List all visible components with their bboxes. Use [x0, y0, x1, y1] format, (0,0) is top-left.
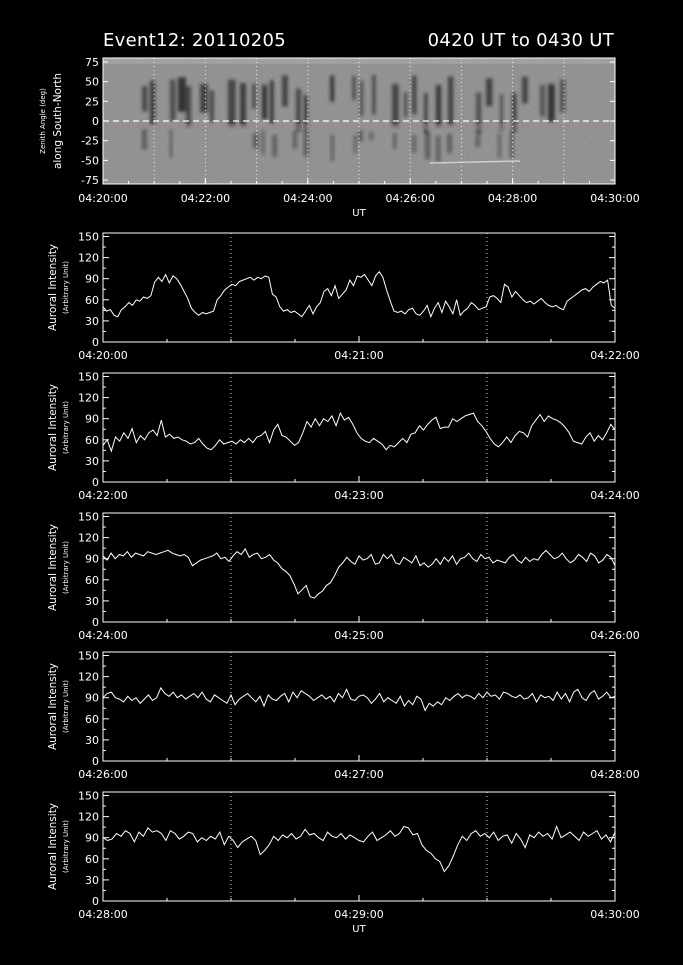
panel-y-tick-label: 120 [78, 391, 99, 405]
keogram-x-tick-label: 04:26:00 [385, 192, 435, 205]
panel-ylabel: Auroral Intensity [47, 383, 59, 472]
panel-y-tick-label: 30 [85, 873, 99, 887]
keogram-streak [262, 130, 265, 154]
panel-ylabel-unit: (Arbitrary Unit) [62, 820, 70, 873]
keogram-xlabel: UT [352, 208, 366, 219]
panel-ylabel: Auroral Intensity [47, 802, 59, 891]
keogram-streak [393, 133, 396, 149]
panel-x-tick-label: 04:28:00 [78, 908, 128, 921]
keogram-y-tick-label: 25 [85, 95, 99, 109]
keogram-streak [228, 80, 236, 127]
panel-x-tick-label: 04:24:00 [590, 489, 640, 502]
panel-y-tick-label: 0 [92, 476, 99, 489]
panel-y-tick-label: 150 [78, 370, 99, 384]
keogram-y-tick-label: -50 [81, 154, 99, 168]
keogram-streak [252, 84, 256, 109]
panel-x-tick-label: 04:25:00 [334, 629, 384, 642]
panel-x-tick-label: 04:22:00 [78, 489, 128, 502]
panel-x-tick-label: 04:30:00 [590, 908, 640, 921]
panel-y-tick-label: 90 [85, 831, 99, 845]
keogram-streak [522, 77, 528, 104]
keogram-ylabel: along South-North [52, 72, 64, 170]
panel-y-tick-label: 150 [78, 649, 99, 663]
keogram-ylabel-small: Zenith Angle (deg) [39, 88, 47, 154]
panel-y-tick-label: 120 [78, 531, 99, 545]
intensity-panel-2 [47, 371, 640, 502]
keogram-streak [270, 80, 274, 123]
intensity-series-line [103, 272, 615, 317]
panel-ylabel: Auroral Intensity [47, 523, 59, 612]
intensity-series-line [103, 688, 615, 711]
panel-y-tick-label: 30 [85, 314, 99, 328]
keogram-streak [178, 77, 186, 111]
keogram-streak [240, 83, 246, 126]
event-title: Event12: 20110205 [103, 30, 286, 51]
panel-y-tick-label: 60 [85, 433, 99, 447]
keogram-streak [498, 133, 501, 157]
keogram-x-tick-label: 04:20:00 [78, 192, 128, 205]
panel-y-tick-label: 90 [85, 272, 99, 286]
intensity-panel-5 [47, 790, 640, 935]
keogram-x-tick-label: 04:22:00 [180, 192, 231, 205]
panel-y-tick-label: 60 [85, 293, 99, 307]
panel-x-tick-label: 04:28:00 [590, 768, 640, 781]
keogram-streak [293, 131, 297, 149]
panel-frame [103, 792, 615, 901]
panel-y-tick-label: 0 [92, 616, 99, 629]
keogram-streak [370, 132, 373, 140]
keogram-streak [170, 129, 172, 158]
panel-x-tick-label: 04:22:00 [590, 349, 640, 362]
keogram-streak [330, 75, 334, 101]
keogram-streak [200, 84, 208, 113]
keogram-x-tick-label: 04:30:00 [590, 192, 640, 205]
panel-frame [103, 652, 615, 761]
panel-x-tick-label: 04:20:00 [78, 349, 128, 362]
panel-ylabel-unit: (Arbitrary Unit) [62, 680, 70, 733]
keogram-y-tick-label: 75 [85, 55, 99, 69]
panel-y-tick-label: 150 [78, 789, 99, 803]
panel-y-tick-label: 30 [85, 594, 99, 608]
panel-y-tick-label: 0 [92, 755, 99, 768]
keogram-streak [412, 135, 416, 152]
intensity-series-line [103, 413, 615, 451]
keogram-streak [448, 77, 453, 126]
keogram-streak [273, 135, 277, 157]
panel-y-tick-label: 30 [85, 454, 99, 468]
keogram-streak [436, 85, 441, 127]
panel-frame [103, 373, 615, 482]
panel-y-tick-label: 150 [78, 230, 99, 244]
keogram-streak [540, 85, 545, 116]
panel-frame [103, 513, 615, 622]
keogram-streak [354, 135, 356, 154]
keogram-streak [142, 86, 147, 111]
keogram-streak [560, 79, 565, 112]
panel-y-tick-label: 60 [85, 852, 99, 866]
panel-ylabel: Auroral Intensity [47, 662, 59, 751]
keogram-panel [39, 56, 640, 219]
keogram-streak [548, 84, 555, 121]
panel-y-tick-label: 0 [92, 895, 99, 908]
panel-y-tick-label: 90 [85, 691, 99, 705]
panel-ylabel: Auroral Intensity [47, 243, 59, 332]
keogram-streak [447, 134, 451, 153]
keogram-streak [476, 136, 480, 147]
panel-y-tick-label: 120 [78, 810, 99, 824]
keogram-y-tick-label: 0 [92, 115, 99, 128]
intensity-panel-1 [47, 231, 640, 362]
panel-y-tick-label: 120 [78, 670, 99, 684]
intensity-panels [47, 231, 640, 935]
keogram-y-tick-label: -75 [81, 174, 99, 188]
keogram-streak [372, 75, 376, 114]
panel-y-tick-label: 120 [78, 251, 99, 265]
keogram-streak [358, 130, 362, 141]
time-range-title: 0420 UT to 0430 UT [427, 30, 614, 51]
panel-y-tick-label: 90 [85, 412, 99, 426]
keogram-y-tick-label: -25 [81, 134, 99, 148]
keogram-streak [436, 136, 440, 162]
keogram-streak [253, 133, 258, 148]
panel-frame [103, 233, 615, 342]
keogram-streak [412, 76, 417, 115]
panel-y-tick-label: 90 [85, 552, 99, 566]
panel-x-tick-label: 04:24:00 [78, 629, 128, 642]
keogram-streak [392, 84, 399, 127]
panel-y-tick-label: 60 [85, 712, 99, 726]
keogram-streak [210, 90, 214, 122]
panel-y-tick-label: 150 [78, 510, 99, 524]
keogram-streak [404, 93, 407, 117]
panel-ylabel-unit: (Arbitrary Unit) [62, 541, 70, 594]
panel-ylabel-unit: (Arbitrary Unit) [62, 401, 70, 454]
keogram-x-tick-label: 04:24:00 [283, 192, 333, 205]
panel-xlabel: UT [352, 924, 366, 935]
panel-x-tick-label: 04:27:00 [334, 768, 384, 781]
intensity-series-line [103, 549, 615, 598]
panel-x-tick-label: 04:26:00 [78, 768, 128, 781]
panel-x-tick-label: 04:23:00 [334, 489, 384, 502]
panel-ylabel-unit: (Arbitrary Unit) [62, 261, 70, 314]
intensity-series-line [103, 827, 615, 872]
keogram-streak [262, 85, 267, 119]
panel-y-tick-label: 0 [92, 336, 99, 349]
keogram-streak [486, 78, 492, 106]
intensity-panel-3 [47, 511, 640, 642]
keogram-streak [425, 132, 430, 159]
keogram-streak [282, 75, 288, 106]
keogram-y-tick-label: 50 [85, 75, 99, 89]
keogram-streak [360, 81, 363, 117]
panel-y-tick-label: 30 [85, 733, 99, 747]
panel-x-tick-label: 04:26:00 [590, 629, 640, 642]
panel-y-tick-label: 60 [85, 573, 99, 587]
keogram-streak [352, 76, 356, 100]
keogram-x-tick-label: 04:28:00 [487, 192, 538, 205]
intensity-panel-4 [47, 650, 640, 781]
keogram-streak [170, 80, 175, 121]
panel-x-tick-label: 04:29:00 [334, 908, 384, 921]
panel-x-tick-label: 04:21:00 [334, 349, 384, 362]
keogram-streak [331, 135, 334, 161]
keogram-streak [142, 129, 147, 150]
